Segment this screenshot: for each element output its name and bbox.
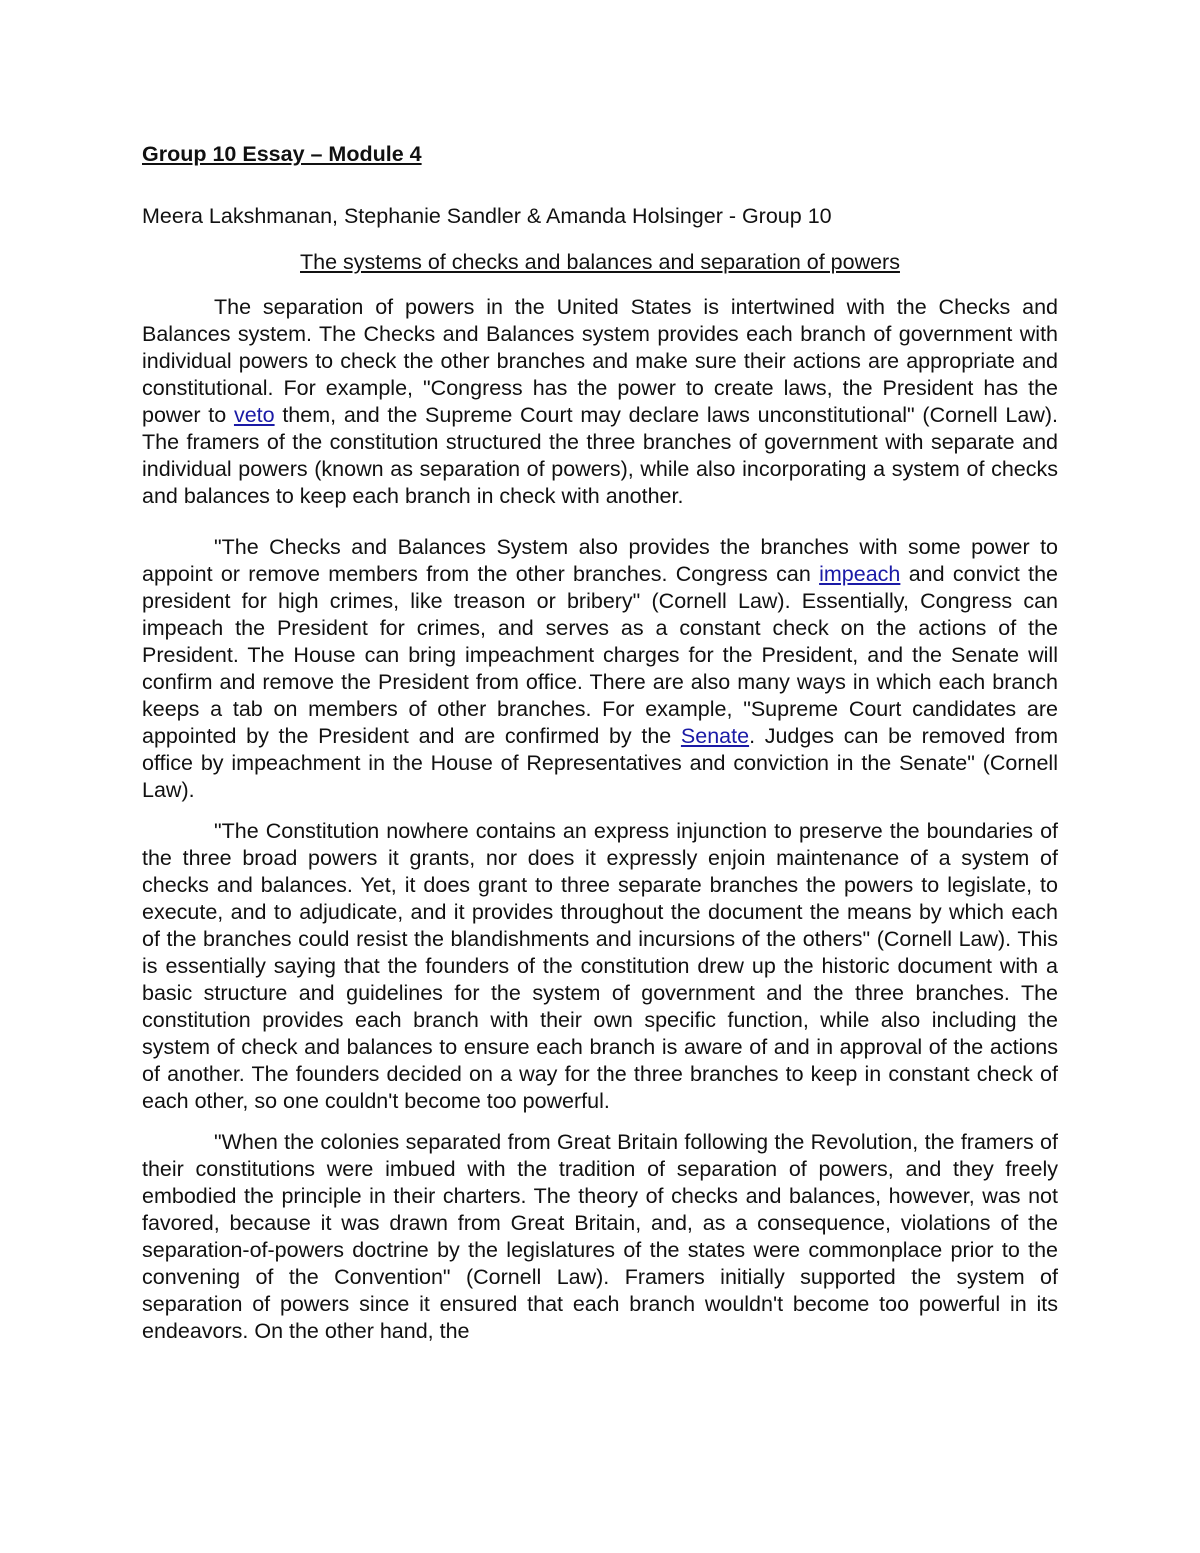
paragraph-1-text-a: The separation of powers in the United States is intertwined with the Checks and Balances system. The Checks and Balances system provides each branch of government with individual powers to check the other branches and make sure their actions are appropriate and constitutional. For example, "Congress has the power to create laws, the President has the power to xyxy=(142,295,1058,427)
senate-link[interactable]: Senate xyxy=(680,724,750,748)
paragraph-4: "When the colonies separated from Great Britain following the Revolution, the framers of their constitutions were imbued with the tradition of separation of powers, and they freely embodied the principle in their charters. The theory of checks and balances, however, was not favored, because it was drawn from Great Britain, and, as a consequence, violations of the separation-of-powers doctrine by the legislatures of the states were commonplace prior to the convening of the Convention" (Cornell Law). Framers initially supported the system of separation of powers since it ensured that each branch wouldn't become too powerful in its endeavors. On the other hand, the xyxy=(142,1130,1058,1343)
paragraph-1-text-b: them, and the Supreme Court may declare laws unconstitutional" (Cornell Law). The framers of the constitution structured the three branches of government with separate and individual powers (known as separation of powers), while also incorporating a system of checks and balances to keep each branch in check with another. xyxy=(142,403,1058,508)
veto-link[interactable]: veto xyxy=(233,403,275,427)
paragraph-2 xyxy=(142,534,1058,804)
document-title: Group 10 Essay – Module 4 xyxy=(142,142,422,166)
paragraph-1 xyxy=(142,294,1058,510)
paragraph-3: "The Constitution nowhere contains an express injunction to preserve the boundaries of the three broad powers it grants, nor does it expressly enjoin maintenance of a system of checks and balances. Yet, it does grant to three separate branches the powers to legislate, to execute, and to adjudicate, and it provides throughout the document the means by which each of the branches could resist the blandishments and incursions of the others" (Cornell Law). This is essentially saying that the founders of the constitution drew up the historic document with a basic structure and guidelines for the system of government and the three branches. The constitution provides each branch with their own specific function, while also including the system of check and balances to ensure each branch is aware of and in approval of the actions of another. The founders decided on a way for the three branches to keep in constant check of each other, so one couldn't become too powerful. xyxy=(142,819,1058,1113)
essay-subtitle: The systems of checks and balances and separation of powers xyxy=(300,250,900,274)
author-line: Meera Lakshmanan, Stephanie Sandler & Amanda Holsinger - Group 10 xyxy=(142,204,832,228)
impeach-link[interactable]: impeach xyxy=(819,562,901,586)
paragraph-2-text-c: . Judges can be removed from office by impeachment in the House of Representatives and conviction in the Senate" (Cornell Law). xyxy=(142,724,1058,802)
paragraph-2-text-a: "The Checks and Balances System also provides the branches with some power to appoint or remove members from the other branches. Congress can xyxy=(142,535,1058,586)
paragraph-2-text-b: and convict the president for high crimes, like treason or bribery" (Cornell Law). Essentially, Congress can impeach the President for crimes, and serves as a constant check on the actions of the President. The House can bring impeachment charges for the President, and the Senate will confirm and remove the President from office. There are also many ways in which each branch keeps a tab on members of other branches. For example, "Supreme Court candidates are appointed by the President and are confirmed by the xyxy=(142,562,1058,748)
document-page xyxy=(142,132,1058,1369)
